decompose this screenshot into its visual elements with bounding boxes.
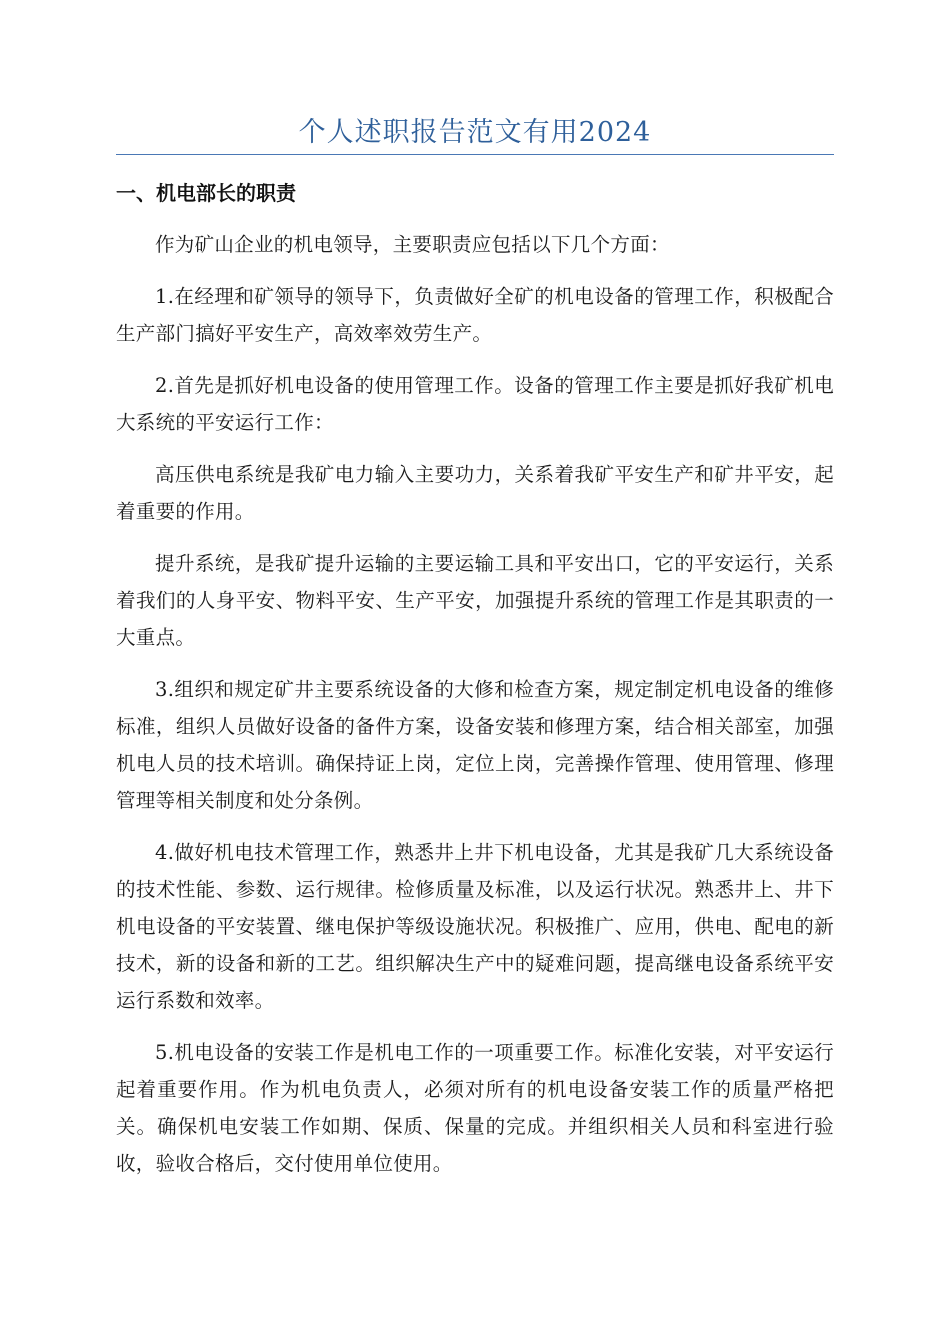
document-title: 个人述职报告范文有用2024 [298,117,652,148]
paragraph-item-3: 3.组织和规定矿井主要系统设备的大修和检查方案，规定制定机电设备的维修标准，组织人员做好设备的备件方案，设备安装和修理方案，结合相关部室，加强机电人员的技术培训。确保持证上岗，定位上岗，完善操作管理、使用管理、修理管理等相关制度和处分条例。 [116,678,834,812]
paragraph-high-voltage: 高压供电系统是我矿电力输入主要功力，关系着我矿平安生产和矿井平安，起着重要的作用。 [116,463,834,523]
section-heading: 一、机电部长的职责 [116,181,296,205]
paragraph-item-2: 2.首先是抓好机电设备的使用管理工作。设备的管理工作主要是抓好我矿机电大系统的平安运行工作： [116,374,834,434]
paragraph-item-5: 5.机电设备的安装工作是机电工作的一项重要工作。标准化安装，对平安运行起着重要作用。作为机电负责人，必须对所有的机电设备安装工作的质量严格把关。确保机电安装工作如期、保质、保量的完成。并组织相关人员和科室进行验收，验收合格后，交付使用单位使用。 [116,1041,834,1175]
paragraph-item-4: 4.做好机电技术管理工作，熟悉井上井下机电设备，尤其是我矿几大系统设备的技术性能、参数、运行规律。检修质量及标准，以及运行状况。熟悉井上、井下机电设备的平安装置、继电保护等级设施状况。积极推广、应用，供电、配电的新技术，新的设备和新的工艺。组织解决生产中的疑难问题，提高继电设备系统平安运行系数和效率。 [116,841,834,1012]
paragraph-item-1: 1.在经理和矿领导的领导下，负责做好全矿的机电设备的管理工作，积极配合生产部门搞好平安生产，高效率效劳生产。 [116,285,834,345]
paragraph-hoisting-system: 提升系统，是我矿提升运输的主要运输工具和平安出口，它的平安运行，关系着我们的人身平安、物料平安、生产平安，加强提升系统的管理工作是其职责的一大重点。 [116,552,834,649]
document-body [116,173,834,1197]
paragraph-intro: 作为矿山企业的机电领导，主要职责应包括以下几个方面： [155,233,670,256]
title-underline [116,154,834,155]
